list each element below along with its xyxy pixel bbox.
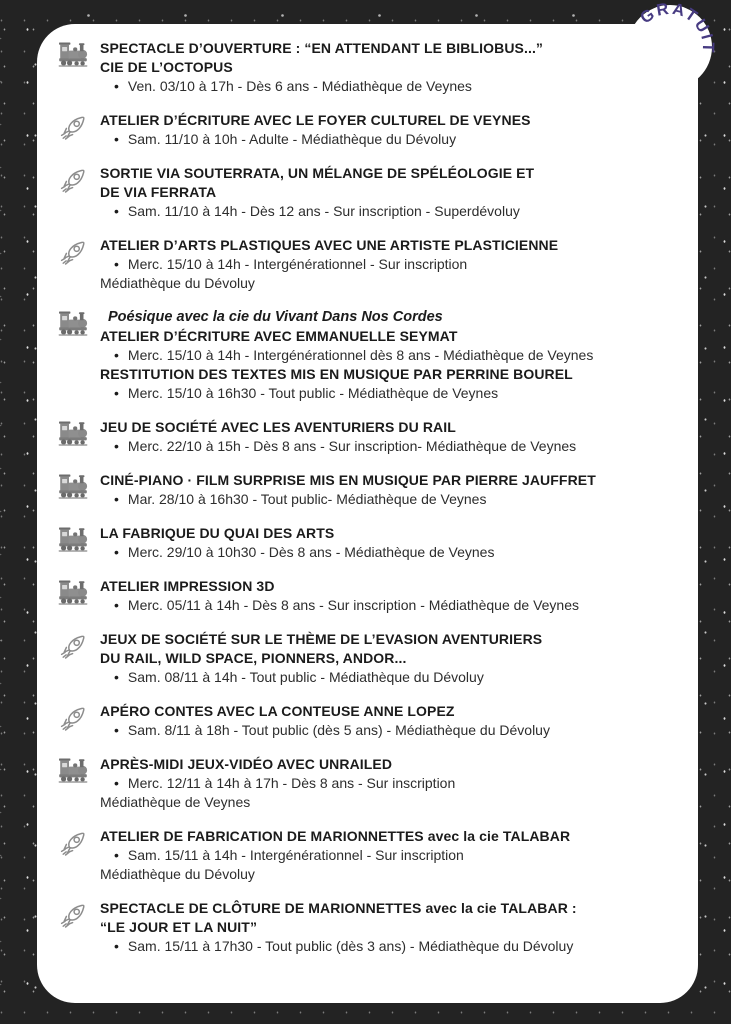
event-item [37,308,698,403]
event-detail: • Merc. 15/10 à 14h - Intergénérationnel - Sur inscription [100,255,686,274]
event-item [37,111,698,149]
event-detail: • Sam. 15/11 à 17h30 - Tout public (dès 3 ans) - Médiathèque du Dévoluy [100,937,686,956]
event-detail: • Merc. 22/10 à 15h - Dès 8 ans - Sur inscription- Médiathèque de Veynes [100,437,686,456]
event-title: APÉRO CONTES AVEC LA CONTEUSE ANNE LOPEZ [100,703,455,719]
event-title: ATELIER D’ÉCRITURE AVEC EMMANUELLE SEYMAT [100,328,458,344]
event-item [37,236,698,293]
event-title: ATELIER IMPRESSION 3D [100,578,275,594]
event-title: DU RAIL, WILD SPACE, PIONNERS, ANDOR... [100,650,407,666]
event-lines [100,755,686,812]
event-title: JEU DE SOCIÉTÉ AVEC LES AVENTURIERS DU RAIL [100,419,456,435]
event-lines [100,308,686,403]
event-detail: • Merc. 15/10 à 16h30 - Tout public - Médiathèque de Veynes [100,384,686,403]
event-item [37,702,698,740]
event-title: ATELIER DE FABRICATION DE MARIONNETTES avec la cie TALABAR [100,828,571,844]
event-title: “LE JOUR ET LA NUIT” [100,919,258,935]
event-title: ATELIER D’ARTS PLASTIQUES AVEC UNE ARTISTE PLASTICIENNE [100,237,559,253]
event-title: SPECTACLE DE CLÔTURE DE MARIONNETTES avec la cie TALABAR : [100,900,577,916]
event-detail: • Sam. 08/11 à 14h - Tout public - Médiathèque du Dévoluy [100,668,686,687]
event-item [37,524,698,562]
event-lines [100,827,686,884]
gratuit-badge-label: GRATUIT [637,0,718,55]
event-detail: • Mar. 28/10 à 16h30 - Tout public- Médiathèque de Veynes [100,490,686,509]
rocket-icon [58,631,91,666]
event-list [37,39,698,971]
event-item [37,755,698,812]
event-item [37,630,698,687]
program-card [37,24,698,1003]
event-detail-continued: Médiathèque de Veynes [100,794,251,810]
train-icon [58,419,91,451]
event-lines [100,418,686,456]
event-detail: • Merc. 29/10 à 10h30 - Dès 8 ans - Médiathèque de Veynes [100,543,686,562]
rocket-icon [58,703,91,738]
event-detail: • Merc. 12/11 à 14h à 17h - Dès 8 ans - Sur inscription [100,774,686,793]
event-detail-continued: Médiathèque du Dévoluy [100,275,255,291]
event-item [37,39,698,96]
event-detail: • Merc. 15/10 à 14h - Intergénérationnel dès 8 ans - Médiathèque de Veynes [100,346,686,365]
event-lines [100,630,686,687]
event-lines [100,702,686,740]
train-icon [58,40,91,72]
event-title: APRÈS-MIDI JEUX-VIDÉO AVEC UNRAILED [100,756,393,772]
rocket-icon [58,237,91,272]
event-title: SPECTACLE D’OUVERTURE : “EN ATTENDANT LE BIBLIOBUS...” [100,40,544,56]
event-detail: • Merc. 05/11 à 14h - Dès 8 ans - Sur inscription - Médiathèque de Veynes [100,596,686,615]
event-item [37,577,698,615]
event-detail-continued: Médiathèque du Dévoluy [100,866,255,882]
event-title: RESTITUTION DES TEXTES MIS EN MUSIQUE PAR PERRINE BOUREL [100,366,573,382]
event-lines [100,39,686,96]
event-title: DE VIA FERRATA [100,184,217,200]
train-icon [58,525,91,557]
event-lines [100,577,686,615]
event-detail: • Sam. 15/11 à 14h - Intergénérationnel - Sur inscription [100,846,686,865]
rocket-icon [58,112,91,147]
event-lines [100,164,686,221]
event-lines [100,236,686,293]
event-detail: • Sam. 8/11 à 18h - Tout public (dès 5 ans) - Médiathèque du Dévoluy [100,721,686,740]
event-title: CINÉ-PIANO · FILM SURPRISE MIS EN MUSIQUE PAR PIERRE JAUFFRET [100,472,596,488]
event-lines [100,471,686,509]
event-item [37,471,698,509]
event-title: LA FABRIQUE DU QUAI DES ARTS [100,525,335,541]
event-title: JEUX DE SOCIÉTÉ SUR LE THÈME DE L’EVASION AVENTURIERS [100,631,543,647]
event-title: SORTIE VIA SOUTERRATA, UN MÉLANGE DE SPÉLÉOLOGIE ET [100,165,535,181]
event-item [37,418,698,456]
rocket-icon [58,165,91,200]
event-item [37,827,698,884]
rocket-icon [58,828,91,863]
event-lines [100,111,686,149]
train-icon [58,309,91,341]
event-title: CIE DE L’OCTOPUS [100,59,233,75]
event-detail: • Ven. 03/10 à 17h - Dès 6 ans - Médiathèque de Veynes [100,77,686,96]
event-title: ATELIER D’ÉCRITURE AVEC LE FOYER CULTUREL DE VEYNES [100,112,531,128]
rocket-icon [58,900,91,935]
gratuit-badge [614,0,726,103]
event-item [37,164,698,221]
event-lines [100,524,686,562]
event-lines [100,899,686,956]
event-detail: • Sam. 11/10 à 14h - Dès 12 ans - Sur inscription - Superdévoluy [100,202,686,221]
train-icon [58,578,91,610]
event-item [37,899,698,956]
event-subtitle: Poésique avec la cie du Vivant Dans Nos Cordes [108,309,443,325]
event-detail: • Sam. 11/10 à 10h - Adulte - Médiathèque du Dévoluy [100,130,686,149]
train-icon [58,756,91,788]
train-icon [58,472,91,504]
